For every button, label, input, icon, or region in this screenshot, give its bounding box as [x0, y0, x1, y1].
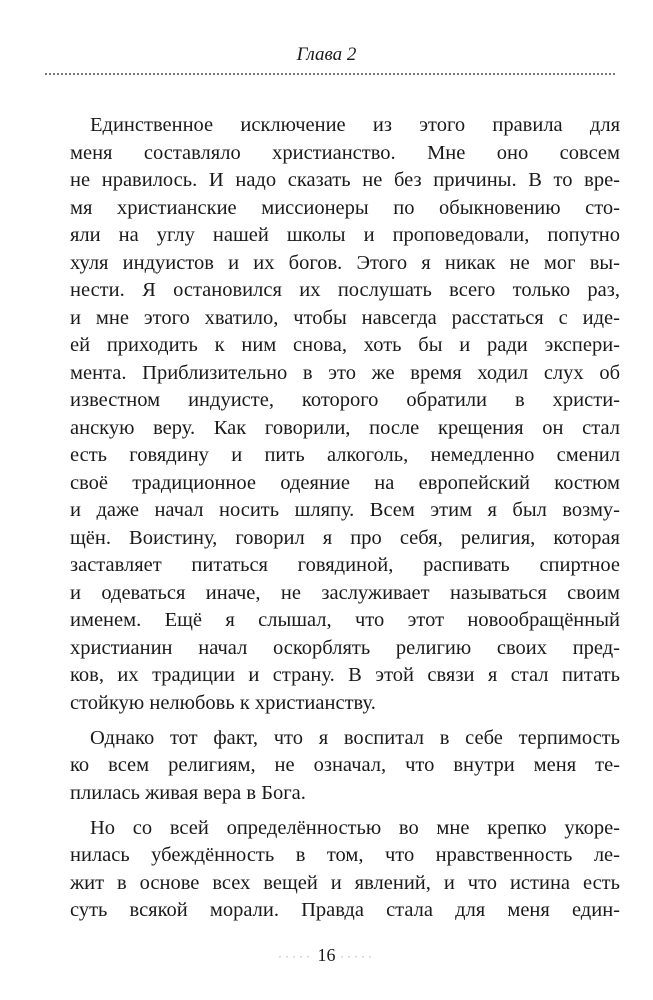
text-line: хуля индуистов и их богов. Этого я никак не мог вы- [70, 251, 620, 274]
text-line: мента. Приблизительно в это же время ходил слух об [70, 361, 620, 384]
text-line: Единственное исключение из этого правила для [90, 114, 620, 136]
text-line: Но со всей определённостью во мне крепко укоре- [90, 816, 620, 839]
text-line: жит в основе всех вещей и явлений, и что истина есть [70, 871, 620, 894]
text-line: нести. Я остановился их послушать всего только раз, [70, 279, 620, 301]
footer-dots-right: ····· [340, 949, 375, 964]
text-line: щён. Воистину, говорил я про себя, религия, которая [70, 526, 620, 549]
text-line: стойкую нелюбовь к христианству. [70, 691, 376, 714]
header-dotted-rule [45, 73, 615, 75]
page-footer [0, 945, 653, 966]
text-line: плилась живая вера в Бога. [70, 781, 306, 804]
text-line: именем. Ещё я слышал, что этот новообращённый [70, 609, 620, 631]
text-line: есть говядину и пить алкоголь, немедленно сменил [70, 444, 620, 466]
text-line: ко всем религиям, не означал, что внутри меня те- [70, 754, 620, 776]
text-line: и одеваться иначе, не заслуживает называться своим [70, 581, 620, 604]
paragraph [70, 112, 620, 717]
text-line: мя христианские миссионеры по обыкновению сто- [70, 196, 620, 219]
text-line: нилась убеждённость в том, что нравственность ле- [70, 844, 620, 866]
text-line: известном индуисте, которого обратили в христи- [70, 389, 620, 411]
text-line: суть всякой морали. Правда стала для меня един- [70, 899, 620, 921]
text-line: Однако тот факт, что я воспитал в себе терпимость [90, 726, 620, 749]
paragraph [70, 815, 620, 925]
text-line: меня составляло христианство. Мне оно совсем [70, 141, 620, 164]
text-line: и даже начал носить шляпу. Всем этим я был возму- [70, 499, 620, 521]
text-line: ей приходить к ним снова, хоть бы и ради экспери- [70, 334, 620, 356]
text-line: анскую веру. Как говорили, после крещения он стал [70, 416, 620, 439]
page-body-text [70, 112, 620, 932]
text-line: не нравилось. И надо сказать не без причины. В то вре- [70, 169, 620, 191]
text-line: и мне этого хватило, чтобы навсегда расстаться с иде- [70, 306, 620, 329]
page-number: 16 [317, 945, 336, 965]
text-line: яли на углу нашей школы и проповедовали, попутно [70, 224, 620, 246]
text-line: заставляет питаться говядиной, распивать спиртное [70, 554, 620, 576]
text-line: ков, их традиции и страну. В этой связи я стал питать [70, 664, 620, 686]
footer-dots-left: ····· [278, 949, 313, 964]
paragraph [70, 725, 620, 808]
text-line: христианин начал оскорблять религию своих пред- [70, 636, 620, 659]
text-line: своё традиционное одеяние на европейский костюм [70, 471, 620, 494]
running-header-chapter: Глава 2 [296, 44, 357, 65]
